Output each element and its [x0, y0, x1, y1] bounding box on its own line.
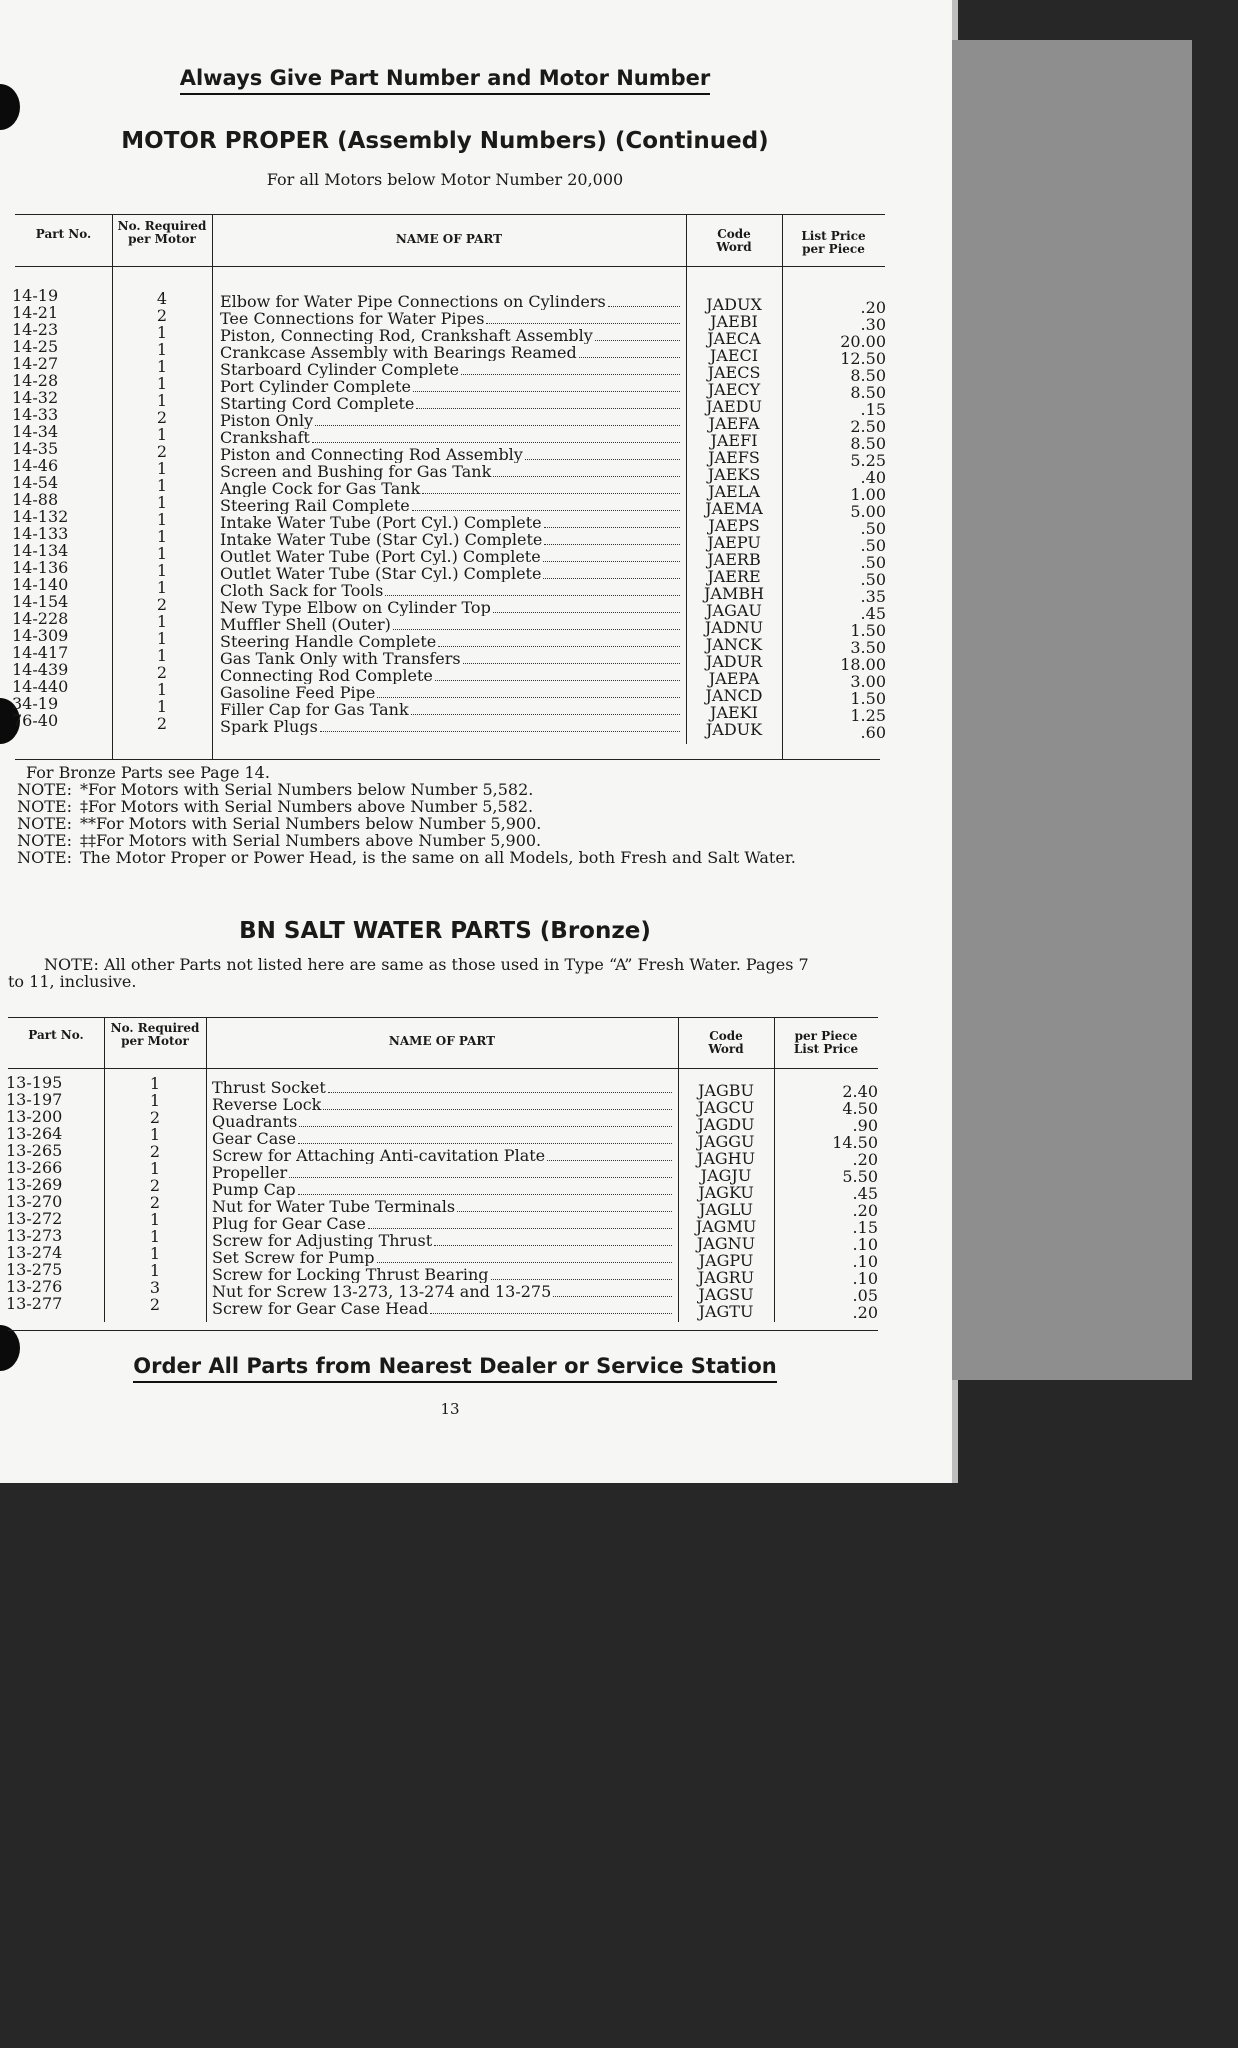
table-row-qty: 1	[156, 459, 168, 478]
section1-subtitle: For all Motors below Motor Number 20,000	[266, 170, 624, 189]
table-row-name: Angle Cock for Gas Tank	[220, 480, 682, 497]
table-row-price: .90	[852, 1116, 878, 1135]
table-row-part: 14-27	[12, 354, 59, 373]
table-row-code: JAGLU	[699, 1200, 753, 1219]
table-row-qty: 1	[149, 1261, 161, 1280]
table-row-part: 14-134	[12, 541, 69, 560]
table-row-price: .15	[852, 1218, 878, 1237]
table-row-qty: 1	[149, 1074, 161, 1093]
table-row-price: .10	[852, 1235, 878, 1254]
table-row-name: Gasoline Feed Pipe	[220, 684, 682, 701]
table-row-price: 20.00	[840, 332, 886, 351]
table-row-part: 13-200	[6, 1107, 63, 1126]
note-line: NOTE: **For Motors with Serial Numbers below Number 5,900.	[17, 814, 542, 833]
table-row-price: .50	[860, 553, 886, 572]
table-row-qty: 1	[156, 391, 168, 410]
table-row-code: JAGDU	[697, 1115, 755, 1134]
table-row-name: Screen and Bushing for Gas Tank	[220, 463, 682, 480]
note-line: NOTE: *For Motors with Serial Numbers below Number 5,582.	[17, 780, 534, 799]
table-row-price: 1.50	[850, 621, 886, 640]
table-row-code: JAEBI	[710, 312, 758, 331]
table-row-part: 14-136	[12, 558, 69, 577]
table-row-name: Screw for Gear Case Head	[212, 1300, 674, 1317]
table-row-price: .20	[852, 1303, 878, 1322]
table-row-code: JAECY	[707, 380, 761, 399]
table-row-part: 14-28	[12, 371, 59, 390]
bottom-banner: Order All Parts from Nearest Dealer or Service Station	[10, 1354, 900, 1378]
table-row-part: 14-154	[12, 592, 69, 611]
table-row-qty: 2	[156, 442, 168, 461]
price-column	[782, 299, 886, 741]
table-row-code: JAEKI	[710, 703, 758, 722]
table-row-name: Starboard Cylinder Complete	[220, 361, 682, 378]
quantity-column	[104, 1075, 206, 1313]
col-part-no: Part No.	[28, 1028, 84, 1042]
table-row-qty: 1	[156, 680, 168, 699]
table-row-qty: 1	[149, 1091, 161, 1110]
table-row-qty: 1	[156, 323, 168, 342]
table-row-price: .10	[852, 1269, 878, 1288]
table-row-name: Tee Connections for Water Pipes	[220, 310, 682, 327]
table-row-code: JANCK	[705, 635, 763, 654]
table-row-name: Cloth Sack for Tools	[220, 582, 682, 599]
table-row-price: .45	[852, 1184, 878, 1203]
table-row-part: 14-25	[12, 337, 59, 356]
table-row-price: 5.00	[850, 502, 886, 521]
page-number: 13	[440, 1400, 460, 1418]
table-row-price: .10	[852, 1252, 878, 1271]
table-row-code: JAGGU	[697, 1132, 755, 1151]
table-row-part: 13-277	[6, 1294, 63, 1313]
table-row-qty: 1	[156, 510, 168, 529]
table-row-price: .20	[860, 298, 886, 317]
table-row-price: 1.25	[850, 706, 886, 725]
table-row-price: 8.50	[850, 383, 886, 402]
table-row-part: 14-23	[12, 320, 59, 339]
part-name-column	[220, 293, 682, 735]
table-row-qty: 1	[156, 578, 168, 597]
table-row-price: 12.50	[840, 349, 886, 368]
table-row-qty: 2	[149, 1295, 161, 1314]
table-row-qty: 1	[156, 646, 168, 665]
table-row-qty: 1	[156, 697, 168, 716]
table-row-part: 13-275	[6, 1260, 63, 1279]
table-row-part: 13-274	[6, 1243, 63, 1262]
table-row-code: JAECS	[707, 363, 761, 382]
table-row-price: .20	[852, 1201, 878, 1220]
col-price: List Price per Piece	[801, 229, 866, 256]
col-qty: No. Required per Motor	[117, 219, 207, 246]
table-row-part: 13-195	[6, 1073, 63, 1092]
table-row-name: Intake Water Tube (Star Cyl.) Complete	[220, 531, 682, 548]
table-row-price: .50	[860, 570, 886, 589]
table-row-name: Crankcase Assembly with Bearings Reamed	[220, 344, 682, 361]
table-row-code: JADNU	[704, 618, 764, 637]
table-row-code: JAGPU	[698, 1251, 754, 1270]
table-row-name: Muffler Shell (Outer)	[220, 616, 682, 633]
table-row-code: JAGMU	[695, 1217, 757, 1236]
table-row-price: .40	[860, 468, 886, 487]
table-row-name: New Type Elbow on Cylinder Top	[220, 599, 682, 616]
section2-title: BN SALT WATER PARTS (Bronze)	[239, 918, 651, 944]
table-row-name: Plug for Gear Case	[212, 1215, 674, 1232]
table-row-code: JAGTU	[698, 1302, 754, 1321]
note-line: NOTE: The Motor Proper or Power Head, is the same on all Models, both Fresh and Salt Water.	[17, 848, 796, 867]
table-row-part: 13-276	[6, 1277, 63, 1296]
table-row-code: JAEPU	[707, 533, 761, 552]
table-row-code: JAECI	[709, 346, 759, 365]
table-row-part: 14-21	[12, 303, 59, 322]
table-row-code: JAECA	[707, 329, 761, 348]
table-row-part: 13-197	[6, 1090, 63, 1109]
table-row-price: 18.00	[840, 655, 886, 674]
table-row-qty: 4	[156, 289, 168, 308]
table-row-code: JAGBU	[698, 1081, 754, 1100]
col-price: per Piece List Price	[793, 1029, 859, 1056]
table-row-name: Connecting Rod Complete	[220, 667, 682, 684]
table-row-part: 13-269	[6, 1175, 63, 1194]
table-row-price: 14.50	[832, 1133, 878, 1152]
table-row-part: 13-266	[6, 1158, 63, 1177]
table-row-code: JAERE	[707, 567, 761, 586]
table-row-part: 13-265	[6, 1141, 63, 1160]
table-row-name: Quadrants	[212, 1113, 674, 1130]
table-row-price: .05	[852, 1286, 878, 1305]
col-part-no: Part No.	[35, 227, 92, 241]
notes-list	[0, 781, 796, 866]
table-row-qty: 1	[156, 527, 168, 546]
table-row-qty: 1	[156, 425, 168, 444]
table-row-price: .50	[860, 536, 886, 555]
table-row-part: 14-132	[12, 507, 69, 526]
table-row-price: .60	[860, 723, 886, 742]
table-row-name: Intake Water Tube (Port Cyl.) Complete	[220, 514, 682, 531]
table-row-qty: 1	[156, 493, 168, 512]
table-row-name: Piston Only	[220, 412, 682, 429]
table-row-price: 1.50	[850, 689, 886, 708]
table-row-part: 13-273	[6, 1226, 63, 1245]
col-qty: No. Required per Motor	[110, 1021, 200, 1048]
table-row-part: 14-34	[12, 422, 59, 441]
table-row-part: 14-228	[12, 609, 69, 628]
table-row-part: 14-440	[12, 677, 69, 696]
section1-title: MOTOR PROPER (Assembly Numbers) (Continued)	[121, 128, 769, 154]
table-row-part: 14-33	[12, 405, 59, 424]
table-row-code: JAEFA	[708, 414, 760, 433]
table-row-code: JADUX	[706, 295, 762, 314]
table-row-qty: 1	[149, 1159, 161, 1178]
part-name-column	[212, 1079, 674, 1317]
table-row-code: JAGNU	[696, 1234, 756, 1253]
table-row-name: Outlet Water Tube (Port Cyl.) Complete	[220, 548, 682, 565]
col-name: NAME OF PART	[395, 232, 503, 246]
col-code: Code Word	[708, 1029, 744, 1056]
table-row-qty: 2	[149, 1142, 161, 1161]
quantity-column	[112, 290, 212, 732]
table-row-price: 2.50	[850, 417, 886, 436]
table-row-part: 14-439	[12, 660, 69, 679]
table-row-qty: 1	[156, 476, 168, 495]
price-column	[774, 1083, 878, 1321]
table-row-price: .45	[860, 604, 886, 623]
table-row-qty: 1	[156, 374, 168, 393]
table-row-qty: 2	[149, 1193, 161, 1212]
table-row-price: 5.25	[850, 451, 886, 470]
table-row-qty: 1	[149, 1210, 161, 1229]
table-row-qty: 2	[149, 1176, 161, 1195]
table-row-part: 14-88	[12, 490, 59, 509]
table-row-qty: 1	[149, 1125, 161, 1144]
table-row-code: JAEPA	[708, 669, 760, 688]
table-row-code: JAEPS	[708, 516, 760, 535]
table-row-name: Piston and Connecting Rod Assembly	[220, 446, 682, 463]
table-row-code: JAEMA	[705, 499, 763, 518]
table-row-part: 34-19	[12, 694, 59, 713]
table-row-part: 14-35	[12, 439, 59, 458]
table-row-qty: 1	[156, 340, 168, 359]
table-row-price: 2.40	[842, 1082, 878, 1101]
table-row-price: 1.00	[850, 485, 886, 504]
table-row-code: JAGCU	[697, 1098, 755, 1117]
table-row-qty: 2	[156, 714, 168, 733]
bronze-reference: For Bronze Parts see Page 14.	[26, 763, 270, 782]
page-shadow-edge	[952, 40, 1192, 1380]
table-row-qty: 2	[156, 595, 168, 614]
table-row-part: 14-19	[12, 286, 59, 305]
table-row-price: .30	[860, 315, 886, 334]
code-word-column	[678, 1082, 774, 1320]
table-row-code: JADUK	[705, 720, 763, 739]
table-row-qty: 2	[156, 663, 168, 682]
table-row-name: Screw for Adjusting Thrust	[212, 1232, 674, 1249]
table-row-price: 8.50	[850, 434, 886, 453]
table-row-code: JAERB	[707, 550, 761, 569]
table-row-code: JAEDU	[706, 397, 762, 416]
table-row-name: Nut for Screw 13-273, 13-274 and 13-275	[212, 1283, 674, 1300]
table-row-part: 14-54	[12, 473, 59, 492]
table-row-price: 3.50	[850, 638, 886, 657]
table-row-part: 76-40	[12, 711, 59, 730]
table-row-name: Gear Case	[212, 1130, 674, 1147]
table-row-code: JAMBH	[703, 584, 765, 603]
table-row-name: Filler Cap for Gas Tank	[220, 701, 682, 718]
col-code: Code Word	[716, 227, 752, 254]
table-row-price: .20	[852, 1150, 878, 1169]
table-row-name: Elbow for Water Pipe Connections on Cylinders	[220, 293, 682, 310]
table-row-qty: 3	[149, 1278, 161, 1297]
table-row-part: 14-417	[12, 643, 69, 662]
table-row-name: Screw for Attaching Anti-cavitation Plate	[212, 1147, 674, 1164]
table-row-name: Thrust Socket	[212, 1079, 674, 1096]
table-row-name: Steering Handle Complete	[220, 633, 682, 650]
table-row-name: Starting Cord Complete	[220, 395, 682, 412]
table-row-code: JAGJU	[700, 1166, 752, 1185]
table-row-name: Propeller	[212, 1164, 674, 1181]
table-row-name: Port Cylinder Complete	[220, 378, 682, 395]
table-row-part: 14-133	[12, 524, 69, 543]
table-row-price: .35	[860, 587, 886, 606]
part-number-column	[6, 1074, 101, 1312]
table-row-code: JAEFS	[708, 448, 760, 467]
table-row-qty: 1	[156, 544, 168, 563]
table-row-name: Reverse Lock	[212, 1096, 674, 1113]
table-row-code: JANCD	[705, 686, 763, 705]
table-row-qty: 1	[149, 1244, 161, 1263]
table-row-price: 5.50	[842, 1167, 878, 1186]
table-row-qty: 1	[149, 1227, 161, 1246]
table-row-qty: 2	[156, 306, 168, 325]
table-row-name: Outlet Water Tube (Star Cyl.) Complete	[220, 565, 682, 582]
table-row-qty: 1	[156, 629, 168, 648]
table-row-code: JADUR	[705, 652, 763, 671]
table-row-part: 13-272	[6, 1209, 63, 1228]
table-row-qty: 1	[156, 612, 168, 631]
table-row-name: Set Screw for Pump	[212, 1249, 674, 1266]
col-name: NAME OF PART	[388, 1034, 496, 1048]
table-row-name: Steering Rail Complete	[220, 497, 682, 514]
table-row-part: 14-140	[12, 575, 69, 594]
code-word-column	[686, 296, 782, 738]
note-line: NOTE: ‡For Motors with Serial Numbers above Number 5,582.	[17, 797, 534, 816]
table-row-name: Nut for Water Tube Terminals	[212, 1198, 674, 1215]
table-row-qty: 1	[156, 357, 168, 376]
top-banner: Always Give Part Number and Motor Number	[0, 66, 890, 90]
table-row-code: JAELA	[708, 482, 760, 501]
table-row-name: Crankshaft	[220, 429, 682, 446]
part-number-column	[12, 287, 107, 729]
table-row-price: 4.50	[842, 1099, 878, 1118]
table-row-part: 14-46	[12, 456, 59, 475]
table-row-code: JAGSU	[698, 1285, 754, 1304]
table-row-price: 3.00	[850, 672, 886, 691]
table-row-part: 13-264	[6, 1124, 63, 1143]
table-row-code: JAGRU	[697, 1268, 755, 1287]
binder-hole	[0, 84, 20, 130]
table-row-name: Screw for Locking Thrust Bearing	[212, 1266, 674, 1283]
section2-note: NOTE: All other Parts not listed here are same as those used in Type “A” Fresh Water. Pages 7	[44, 955, 809, 974]
table-row-qty: 2	[156, 408, 168, 427]
table-row-code: JAGAU	[706, 601, 762, 620]
table-row-code: JAGKU	[698, 1183, 754, 1202]
table-row-code: JAEFI	[710, 431, 758, 450]
table-row-name: Piston, Connecting Rod, Crankshaft Assembly	[220, 327, 682, 344]
table-row-price: 8.50	[850, 366, 886, 385]
table-row-price: .15	[860, 400, 886, 419]
table-row-price: .50	[860, 519, 886, 538]
table-row-code: JAGHU	[696, 1149, 756, 1168]
table-row-part: 14-32	[12, 388, 59, 407]
table-row-part: 13-270	[6, 1192, 63, 1211]
table-row-qty: 2	[149, 1108, 161, 1127]
table-row-name: Spark Plugs	[220, 718, 682, 735]
note-line: NOTE: ‡‡For Motors with Serial Numbers above Number 5,900.	[17, 831, 542, 850]
table-row-part: 14-309	[12, 626, 69, 645]
table-row-name: Pump Cap	[212, 1181, 674, 1198]
table-row-name: Gas Tank Only with Transfers	[220, 650, 682, 667]
table-row-qty: 1	[156, 561, 168, 580]
section2-note-cont: to 11, inclusive.	[8, 972, 137, 991]
table-row-code: JAEKS	[707, 465, 761, 484]
